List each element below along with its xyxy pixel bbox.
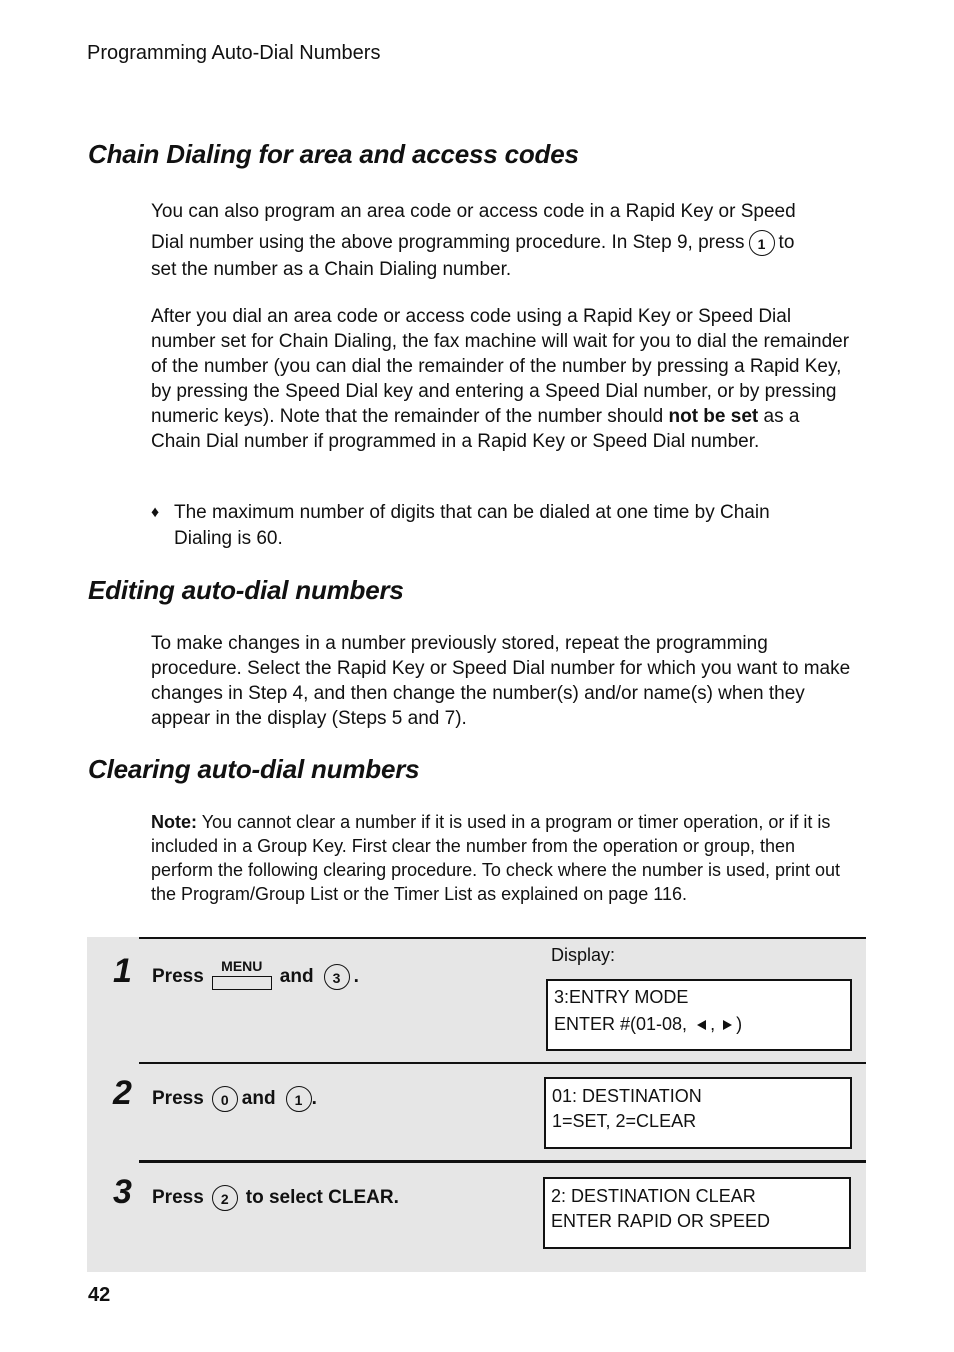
lcd-2-line-1: 01: DESTINATION [552, 1086, 702, 1106]
step-2-and: and [241, 1088, 276, 1110]
p2-text-a: After you dial an area code or access code using a Rapid Key or Speed Dial number set for Chain Dialing, the fax machine will wait for you to dial the remainder of the number (you can dial the remainder of the number by pressing a Rapid Key, by pressing the Speed Dial key and entering a Speed Dial number, or by pressing numeric keys). Note that the remainder of the number should [151, 306, 850, 427]
menu-key-icon [212, 958, 272, 990]
p2-text-b: as a Chain Dial number if programmed in a Rapid Key or Speed Dial number. [151, 406, 800, 452]
chain-dialing-paragraph-1 [151, 196, 851, 285]
lcd-display-step-2 [544, 1077, 852, 1149]
key-0-icon: 0 [212, 1086, 238, 1112]
step-3-rest: to select CLEAR. [245, 1187, 399, 1209]
lcd-display-step-3 [543, 1177, 851, 1249]
step-1-number: 1 [113, 952, 132, 990]
key-1-icon: 1 [286, 1086, 312, 1112]
key-3-icon: 3 [324, 964, 350, 990]
bullet-item [151, 500, 831, 552]
lcd-3-line-1: 2: DESTINATION CLEAR [551, 1186, 756, 1206]
note-text: You cannot clear a number if it is used in a program or timer operation, or if it is included in a Group Key. First clear the number from the operation or group, then perform the following clearing procedure. To check where the number is used, print out the Program/Group List or the Timer List as explained on page 116. [151, 812, 841, 904]
chain-dialing-heading: Chain Dialing for area and access codes [88, 139, 579, 169]
step-1-period: . [353, 966, 359, 988]
step-1-and: and [279, 966, 314, 988]
page-number: 42 [88, 1284, 111, 1306]
step-3-number: 3 [113, 1173, 132, 1211]
step-2-period: . [311, 1088, 317, 1110]
step-1-instruction [152, 958, 359, 990]
key-1-icon: 1 [749, 230, 775, 256]
lcd-1-line-2: ENTER #(01-08, [554, 1014, 688, 1034]
step-2-instruction [152, 1086, 317, 1112]
chain-dialing-paragraph-2 [151, 304, 851, 454]
step-3-instruction [152, 1185, 399, 1211]
p1-line-2-end: to [778, 232, 795, 253]
step-3-rule [139, 1160, 866, 1163]
lcd-2-line-2: 1=SET, 2=CLEAR [552, 1111, 697, 1131]
lcd-1-line-1: 3:ENTRY MODE [554, 987, 689, 1007]
clearing-heading: Clearing auto-dial numbers [88, 754, 420, 784]
step-1-rule [139, 937, 866, 939]
display-label: Display: [551, 945, 616, 965]
running-header: Programming Auto-Dial Numbers [87, 42, 381, 64]
p1-line-1: You can also program an area code or access code in a Rapid Key or Speed [151, 201, 796, 222]
editing-heading: Editing auto-dial numbers [88, 575, 404, 605]
editing-paragraph: To make changes in a number previously stored, repeat the programming procedure. Select the Rapid Key or Speed Dial number for which you want to make changes in Step 4, and then change the number(s) and/or name(s) when they appear in the display (Steps 5 and 7). [151, 633, 851, 729]
note-label: Note: [151, 812, 197, 832]
lcd-3-line-2: ENTER RAPID OR SPEED [551, 1211, 771, 1231]
lcd-1-close: ) [736, 1014, 743, 1034]
p1-line-2: Dial number using the above programming procedure. In Step 9, press [151, 232, 745, 253]
menu-key-label: MENU [221, 958, 263, 974]
p2-bold-text: not be set [668, 406, 759, 427]
right-arrow-icon [723, 1020, 732, 1030]
lcd-1-separator: , [710, 1014, 716, 1034]
step-2-rule [139, 1062, 866, 1064]
key-2-icon: 2 [212, 1185, 238, 1211]
left-arrow-icon [697, 1020, 706, 1030]
bullet-diamond-icon: ♦ [151, 504, 160, 521]
lcd-display-step-1 [546, 979, 852, 1051]
step-2-press: Press [152, 1088, 204, 1110]
step-2-number: 2 [113, 1074, 132, 1112]
bullet-text: The maximum number of digits that can be dialed at one time by Chain Dialing is 60. [174, 502, 770, 549]
step-1-press: Press [152, 966, 204, 988]
step-3-press: Press [152, 1187, 204, 1209]
clearing-note [151, 810, 856, 906]
p1-line-3: set the number as a Chain Dialing number. [151, 259, 512, 280]
